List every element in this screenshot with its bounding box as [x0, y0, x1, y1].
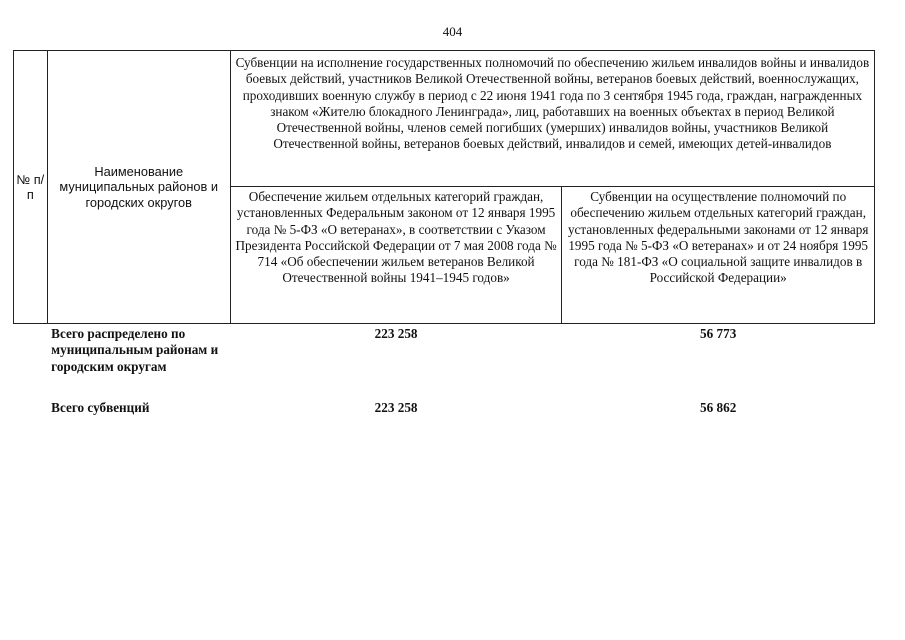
- table-row: [14, 324, 875, 398]
- table-header-row: [14, 51, 875, 187]
- page-number: 404: [442, 24, 463, 39]
- row-value-disabled-total: 56 862: [700, 399, 737, 415]
- header-disabled-housing: Субвенции на осуществление полномочий по обеспечению жильем отдельных категорий граждан, установленных федеральными законами от 12 января 1995 года № 5-ФЗ «О ветеранах» и от 24 ноября 1995 года № 181-ФЗ «О социальной защите инвалидов в Российской Федерации»: [562, 187, 875, 324]
- row-value-disabled-distributed: 56 773: [700, 326, 737, 341]
- row-number-cell: [14, 398, 48, 418]
- header-municipality-name: Наименование муниципальных районов и городских округов: [47, 51, 230, 324]
- row-label-total: Всего субвенций: [51, 399, 150, 415]
- row-value-veterans-distributed: 223 258: [374, 326, 418, 341]
- header-number: № п/п: [14, 51, 48, 324]
- header-veterans-housing: Обеспечение жильем отдельных категорий граждан, установленных Федеральным законом от 12 января 1995 года № 5-ФЗ «О ветеранах», в соответствии с Указом Президента Российской Федерации от 7 мая 2008 года № 714 «Об обеспечении жильем ветеранов Великой Отечественной войны 1941–1945 годов»: [230, 187, 562, 324]
- row-label-distributed: Всего распределено по муниципальным районам и городским округам: [51, 326, 219, 374]
- table-row: [14, 398, 875, 418]
- header-subsidy-group: Субвенции на исполнение государственных полномочий по обеспечению жильем инвалидов войны и инвалидов боевых действий, участников Великой Отечественной войны, ветеранов боевых действий, военнослужащих, проходивших военную службу в период с 22 июня 1941 года по 3 сентября 1945 года, граждан, награжденных знаком «Жителю блокадного Ленинграда», лиц, работавших на военных объектах в период Великой Отечественной войны, членов семей погибших (умерших) инвалидов войны, участников Великой Отечественной войны, ветеранов боевых действий, инвалидов и семей, имеющих детей-инвалидов: [230, 51, 874, 187]
- row-number-cell: [14, 324, 48, 398]
- subsidy-table: [13, 50, 875, 418]
- row-value-veterans-total: 223 258: [374, 399, 418, 415]
